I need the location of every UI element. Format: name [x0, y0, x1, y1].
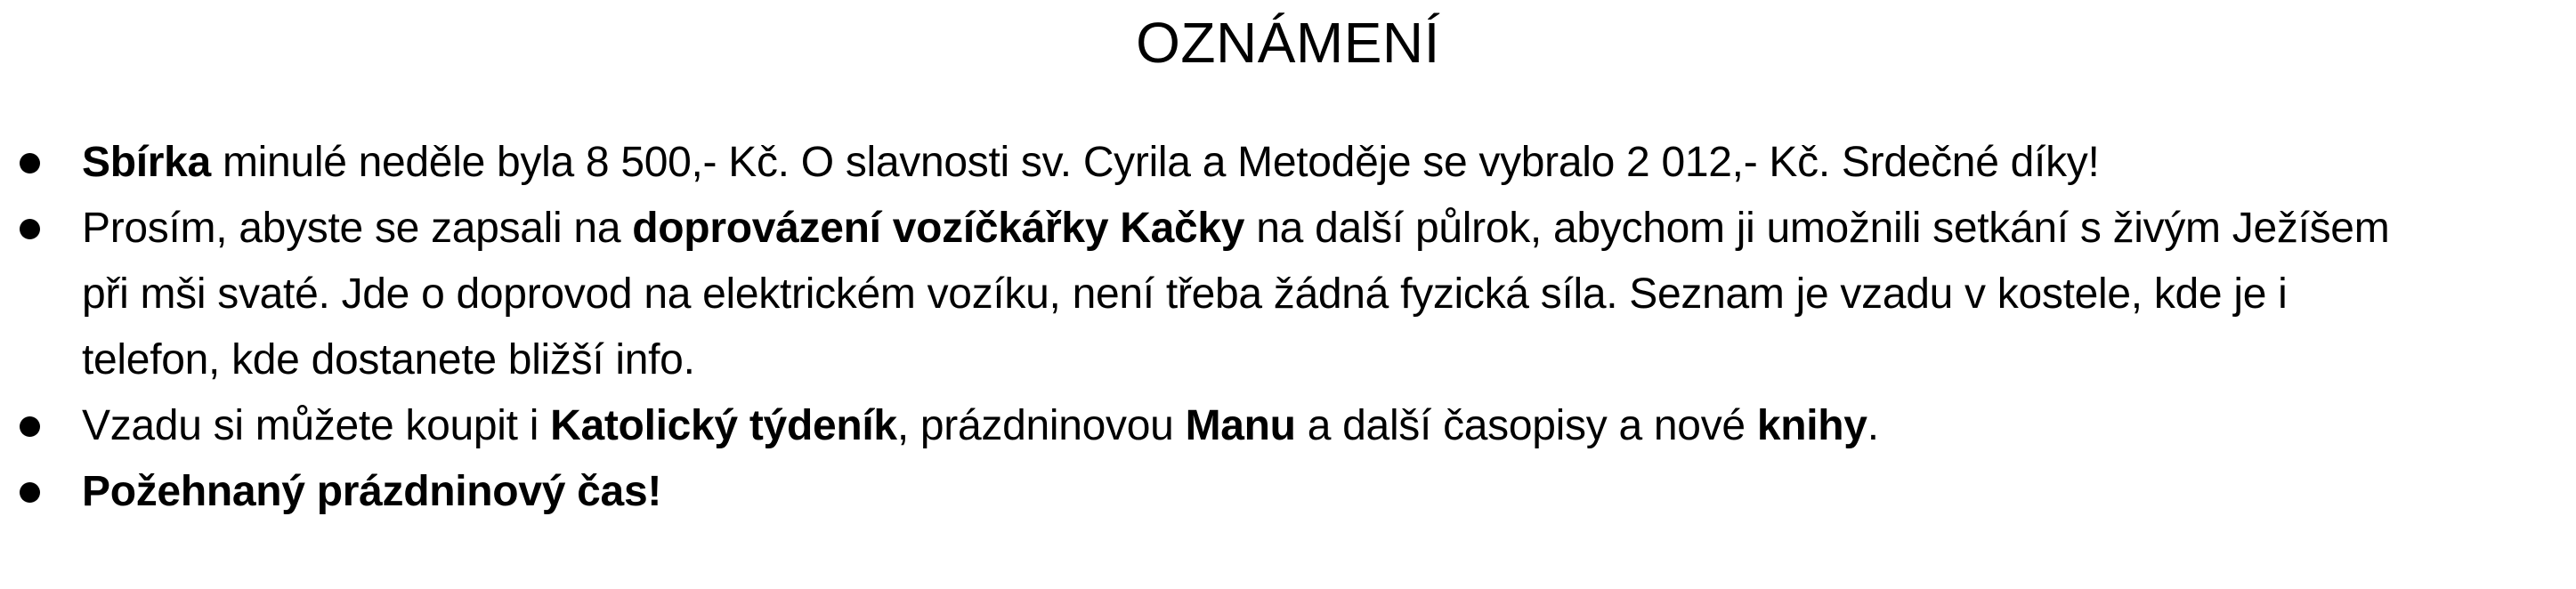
text-segment: na další půlrok, abychom ji umožnili setkání s živým Ježíšem — [1244, 205, 2390, 252]
text-segment: Sbírka — [82, 139, 211, 186]
bullet-text — [82, 459, 2576, 525]
text-segment: , prázdninovou — [896, 402, 1186, 449]
bullet-item — [0, 459, 2576, 525]
bullet-text — [82, 196, 2576, 393]
bullet-item — [0, 393, 2576, 459]
text-segment: Požehnaný prázdninový čas! — [82, 468, 662, 515]
text-line — [82, 459, 2576, 525]
text-segment: a další časopisy a nové — [1295, 402, 1757, 449]
bullet-text — [82, 130, 2576, 196]
bullet-icon — [20, 219, 40, 239]
text-segment: Katolický týdeník — [550, 402, 897, 449]
text-segment: minulé neděle byla 8 500,- Kč. O slavnosti sv. Cyrila a Metoděje se vybralo 2 012,- Kč. Srdečné díky! — [210, 139, 2100, 186]
bullet-icon — [20, 482, 40, 503]
text-line — [82, 327, 2576, 393]
bullet-item — [0, 196, 2576, 393]
page-title: OZNÁMENÍ — [1136, 11, 1440, 75]
text-segment: Prosím, abyste se zapsali na — [82, 205, 633, 252]
text-segment: knihy — [1756, 402, 1867, 449]
text-segment: při mši svaté. Jde o doprovod na elektrickém vozíku, není třeba žádná fyzická síla. Seznam je vzadu v kostele, kde je i — [82, 270, 2288, 318]
text-segment: doprovázení vozíčkářky Kačky — [632, 205, 1245, 252]
bullet-icon — [20, 153, 40, 173]
bullet-text — [82, 393, 2576, 459]
text-line — [82, 262, 2576, 327]
bullet-item — [0, 130, 2576, 196]
text-line — [82, 393, 2576, 459]
text-segment: . — [1867, 402, 1879, 449]
text-segment: telefon, kde dostanete bližší info. — [82, 336, 695, 383]
announcement-list — [0, 130, 2576, 525]
text-line — [82, 130, 2576, 196]
text-segment: Manu — [1185, 402, 1296, 449]
bullet-icon — [20, 416, 40, 437]
text-line — [82, 196, 2576, 262]
text-segment: Vzadu si můžete koupit i — [82, 402, 551, 449]
